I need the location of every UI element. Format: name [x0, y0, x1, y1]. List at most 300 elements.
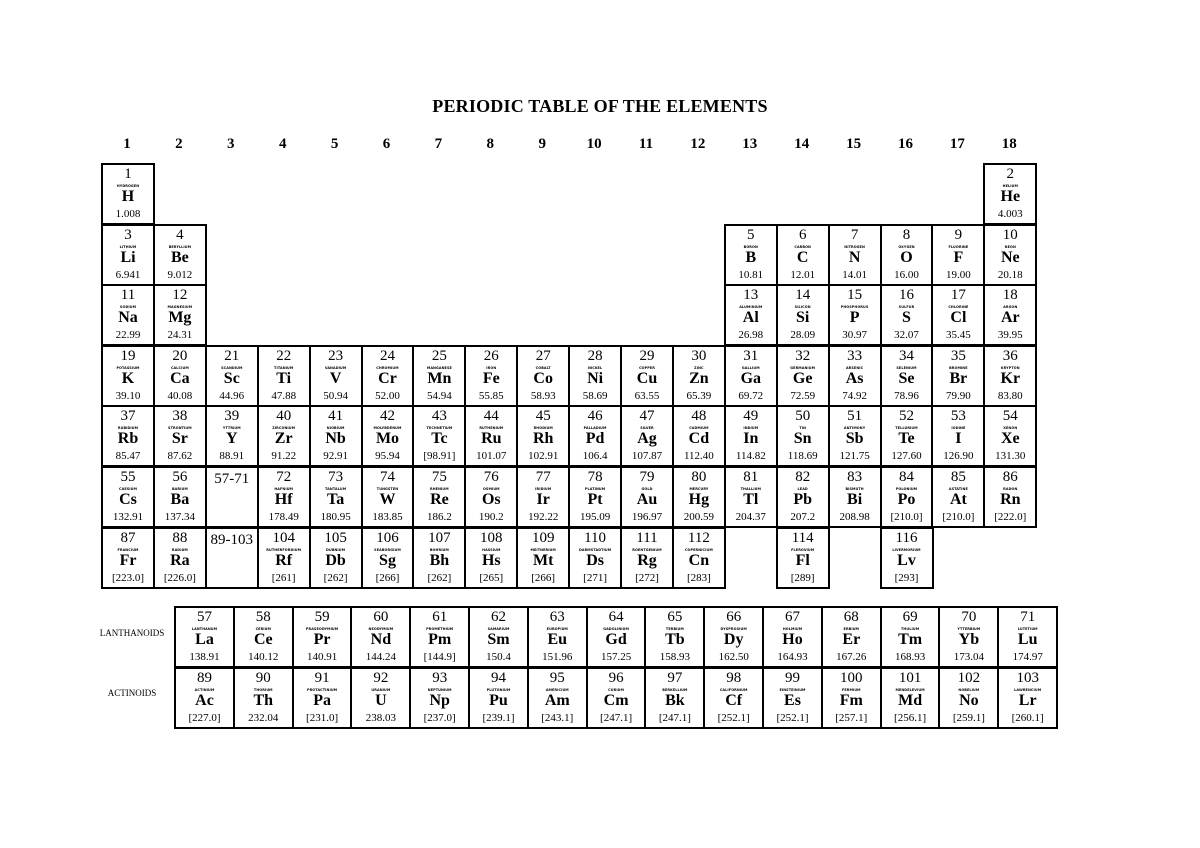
element-symbol: Hf	[274, 491, 293, 508]
element-cell	[101, 345, 155, 407]
atomic-number: 64	[608, 609, 624, 625]
element-cell	[880, 405, 934, 467]
element-cell	[931, 284, 985, 346]
element-symbol: Ni	[587, 369, 604, 387]
element-symbol: S	[902, 309, 911, 327]
atomic-number: 73	[328, 469, 344, 485]
group-number: 6	[382, 136, 391, 152]
element-name: EINSTEINIUM	[779, 687, 806, 692]
element-symbol: Lu	[1017, 631, 1038, 648]
element-cell	[292, 606, 353, 668]
atomic-mass: [247.1]	[658, 711, 691, 724]
group-number: 10	[586, 136, 602, 152]
atomic-number: 55	[120, 469, 136, 485]
element-cell	[880, 527, 934, 589]
atomic-number: 1	[124, 166, 132, 182]
atomic-mass: [226.0]	[163, 571, 196, 584]
element-cell	[464, 405, 518, 467]
element-symbol: Sg	[379, 551, 396, 569]
element-name: SILICON	[794, 305, 811, 310]
element-symbol: U	[375, 691, 387, 709]
atomic-mass: 112.40	[683, 450, 714, 463]
element-symbol: Ag	[637, 430, 657, 448]
element-name: AMERICIUM	[545, 687, 569, 692]
element-symbol: Au	[636, 491, 658, 508]
atomic-number: 39	[224, 408, 240, 425]
element-symbol: Ge	[792, 369, 813, 387]
element-symbol: Fe	[482, 369, 500, 387]
element-name: HASSIUM	[482, 547, 501, 552]
atomic-mass: [259.1]	[952, 711, 985, 724]
atomic-mass: [261]	[271, 571, 296, 584]
element-name: MANGANESE	[426, 365, 452, 370]
element-name: NEODYMIUM	[368, 627, 394, 631]
element-symbol: As	[845, 369, 864, 387]
element-cell	[776, 527, 830, 589]
atomic-number: 111	[636, 529, 658, 546]
element-name: MENDELEVIUM	[895, 687, 925, 692]
atomic-number: 11	[120, 287, 136, 304]
atomic-number: 19	[120, 347, 136, 364]
element-symbol: Mg	[168, 309, 192, 327]
atomic-number: 81	[743, 469, 759, 485]
element-symbol: Hg	[688, 491, 710, 508]
element-cell	[724, 224, 778, 286]
element-name: HOLMIUM	[782, 627, 803, 631]
element-symbol: Fm	[839, 691, 863, 709]
atomic-number: 63	[549, 609, 565, 625]
element-name: COPPER	[639, 365, 655, 370]
element-name: LAWRENCIUM	[1014, 687, 1042, 692]
element-cell	[880, 345, 934, 407]
atomic-mass: [283]	[686, 571, 711, 584]
element-symbol: Be	[171, 248, 189, 266]
atomic-mass: 44.96	[219, 389, 245, 402]
element-symbol: Db	[325, 551, 346, 569]
element-name: DYSPROSIUM	[720, 627, 747, 631]
group-number: 7	[434, 136, 443, 152]
element-cell	[620, 527, 674, 589]
element-cell	[776, 345, 830, 407]
element-name: RADON	[1003, 487, 1018, 491]
atomic-number: 79	[639, 469, 655, 485]
atomic-mass: 87.62	[167, 450, 193, 463]
element-symbol: Ds	[586, 551, 604, 569]
atomic-mass: [239.1]	[482, 711, 515, 724]
element-symbol: Lr	[1018, 691, 1037, 709]
element-name: SULFUR	[898, 305, 915, 310]
element-cell	[983, 345, 1037, 407]
element-name: CAESIUM	[119, 487, 137, 491]
element-cell	[361, 405, 415, 467]
element-cell	[516, 405, 570, 467]
atomic-mass: 126.90	[943, 450, 974, 463]
element-name: HELIUM	[1002, 184, 1018, 188]
element-symbol: Ti	[276, 369, 292, 387]
group-number: 1	[123, 136, 131, 152]
element-cell	[880, 224, 934, 286]
element-name: PALLADIUM	[583, 426, 607, 431]
atomic-number: 71	[1020, 609, 1036, 625]
element-name: HYDROGEN	[116, 184, 140, 188]
element-symbol: V	[329, 369, 342, 387]
element-cell	[931, 466, 985, 528]
element-name: PRASEODYMIUM	[305, 627, 339, 631]
element-name: YTTRIUM	[222, 426, 241, 431]
atomic-mass: 58.93	[530, 389, 556, 402]
element-name: NEPTUNIUM	[427, 687, 452, 692]
atomic-number: 101	[898, 669, 922, 686]
element-symbol: Tc	[431, 430, 448, 448]
atomic-mass: 151.96	[542, 651, 573, 663]
element-symbol: Ne	[1000, 248, 1020, 266]
element-name: BISMUTH	[845, 487, 864, 491]
atomic-number: 102	[957, 669, 981, 686]
atomic-mass: 9.012	[167, 268, 193, 281]
element-name: ROENTGENIUM	[632, 547, 662, 552]
atomic-mass: 238.03	[365, 711, 397, 724]
atomic-number: 107	[428, 529, 451, 546]
element-cell	[153, 224, 207, 286]
element-cell	[527, 606, 588, 668]
atomic-mass: 39.95	[997, 329, 1023, 342]
atomic-number: 45	[535, 408, 551, 425]
atomic-mass: 65.39	[686, 389, 712, 402]
group-number: 15	[846, 136, 862, 152]
atomic-mass: 157.25	[600, 651, 632, 663]
atomic-number: 82	[795, 469, 811, 485]
element-symbol: Bh	[429, 551, 450, 569]
atomic-number: 43	[431, 408, 447, 425]
element-symbol: Fl	[795, 551, 810, 569]
element-name: RUBIDIUM	[117, 426, 139, 431]
element-name: LUTETIUM	[1017, 627, 1038, 631]
element-cell	[724, 345, 778, 407]
element-cell	[101, 224, 155, 286]
element-cell	[464, 466, 518, 528]
element-name: PROTACTINIUM	[307, 687, 338, 692]
atomic-mass: 55.85	[478, 389, 504, 402]
element-name: MEITNERIUM	[530, 547, 556, 552]
atomic-mass: 168.93	[894, 651, 926, 663]
element-cell	[516, 466, 570, 528]
element-cell	[776, 284, 830, 346]
element-name: SAMARIUM	[487, 627, 510, 631]
atomic-number: 36	[1002, 347, 1018, 364]
element-cell	[821, 667, 882, 729]
atomic-number: 49	[743, 408, 759, 425]
element-name: SILVER	[640, 426, 654, 431]
atomic-mass: 39.10	[115, 389, 141, 402]
atomic-number: 37	[120, 408, 136, 425]
element-cell	[776, 405, 830, 467]
element-name: ZINC	[694, 365, 704, 370]
element-cell	[101, 466, 155, 528]
atomic-number: 10	[1002, 226, 1018, 243]
atomic-mass: [252.1]	[717, 711, 750, 724]
element-name: ASTATINE	[948, 487, 968, 491]
element-symbol: H	[121, 188, 135, 205]
atomic-number: 58	[255, 609, 271, 625]
element-symbol: Cs	[119, 491, 137, 508]
atomic-mass: 30.97	[842, 329, 867, 342]
element-cell	[309, 466, 363, 528]
element-cell	[516, 527, 570, 589]
element-cell	[527, 667, 588, 729]
element-cell	[828, 284, 882, 346]
element-cell	[292, 667, 353, 729]
element-name: DUBNIUM	[326, 547, 346, 552]
element-name: LANTHANUM	[191, 627, 218, 631]
element-name: XENON	[1003, 426, 1018, 431]
atomic-mass: 54.94	[427, 389, 452, 402]
atomic-mass: 121.75	[839, 450, 870, 463]
atomic-mass: 150.4	[486, 651, 511, 663]
element-symbol: F	[953, 248, 964, 266]
element-symbol: Pm	[428, 631, 452, 648]
element-cell	[350, 667, 411, 729]
atomic-number: 12	[172, 287, 188, 304]
element-cell	[464, 527, 518, 589]
element-cell	[644, 667, 705, 729]
atomic-mass: 178.49	[268, 511, 299, 523]
element-symbol: Zn	[689, 369, 709, 387]
atomic-number: 83	[847, 469, 863, 485]
element-name: KRYPTON	[1000, 365, 1020, 370]
element-cell	[568, 466, 622, 528]
atomic-mass: [231.0]	[306, 711, 339, 724]
element-symbol: Lv	[897, 551, 916, 569]
atomic-number: 68	[843, 609, 859, 625]
element-cell	[672, 466, 726, 528]
atomic-mass: 164.93	[777, 651, 808, 663]
element-name: SEABORGIUM	[374, 547, 401, 552]
atomic-mass: 107.87	[631, 450, 663, 463]
element-cell	[983, 224, 1037, 286]
element-symbol: Mn	[427, 369, 452, 387]
atomic-mass: 52.00	[375, 389, 400, 402]
element-symbol: Yb	[958, 631, 980, 648]
element-name: THULIUM	[901, 627, 920, 631]
element-cell	[724, 405, 778, 467]
element-name: YTTERBIUM	[957, 627, 981, 631]
element-cell	[412, 527, 466, 589]
element-symbol: Cf	[725, 691, 743, 709]
element-symbol: Ba	[170, 491, 190, 508]
element-symbol: Li	[120, 248, 136, 266]
atomic-number: 69	[902, 609, 918, 625]
element-symbol: Md	[898, 691, 923, 709]
element-cell	[257, 466, 311, 528]
atomic-number: 9	[954, 226, 963, 243]
atomic-number: 3	[124, 226, 132, 243]
atomic-mass: 118.69	[787, 450, 818, 463]
atomic-mass: 167.26	[836, 651, 867, 663]
atomic-number: 89	[197, 669, 212, 686]
element-name: ANTIMONY	[843, 426, 866, 431]
element-cell	[880, 606, 941, 668]
element-symbol: Rg	[637, 551, 657, 569]
atomic-mass: 140.91	[306, 651, 338, 663]
element-symbol: Cu	[636, 369, 658, 387]
atomic-number: 13	[743, 287, 759, 304]
element-name: GERMANIUM	[790, 365, 816, 370]
element-symbol: Dy	[723, 631, 744, 648]
group-number: 4	[278, 136, 287, 152]
element-cell	[361, 345, 415, 407]
element-name: PHOSPHORUS	[840, 305, 869, 310]
element-cell	[350, 606, 411, 668]
element-cell	[101, 405, 155, 467]
element-name: SELENIUM	[896, 365, 917, 370]
atomic-number: 41	[328, 408, 344, 425]
atomic-mass: 190.2	[478, 511, 504, 523]
atomic-mass: [247.1]	[600, 711, 633, 724]
atomic-number: 4	[176, 226, 184, 243]
element-symbol: Te	[898, 430, 915, 448]
atomic-mass: 140.12	[248, 651, 279, 663]
element-name: ACTINIUM	[194, 687, 215, 692]
element-symbol: N	[848, 248, 861, 266]
element-symbol: Tm	[898, 631, 923, 648]
atomic-number: 95	[549, 669, 565, 686]
element-symbol: No	[959, 691, 979, 709]
atomic-mass: [222.0]	[994, 511, 1027, 523]
atomic-number: 76	[483, 469, 499, 485]
atomic-number: 14	[795, 287, 811, 304]
atomic-number: 29	[639, 347, 655, 364]
atomic-number: 116	[895, 529, 918, 546]
group-number: 16	[898, 136, 913, 152]
element-symbol: K	[121, 369, 135, 387]
atomic-mass: [98.91]	[423, 450, 456, 463]
element-symbol: I	[955, 430, 962, 448]
element-symbol: Sc	[223, 369, 240, 387]
element-name: URANIUM	[371, 687, 391, 692]
atomic-mass: 92.91	[323, 450, 348, 463]
atomic-mass: [252.1]	[776, 711, 809, 724]
element-name: IODINE	[951, 426, 966, 431]
element-name: VANADIUM	[324, 365, 347, 370]
element-name: BERKELLIUM	[662, 687, 688, 692]
atomic-mass: 132.91	[112, 511, 144, 523]
atomic-number: 114	[791, 529, 814, 546]
atomic-mass: [256.1]	[894, 711, 927, 724]
element-cell	[983, 466, 1037, 528]
element-name: SCANDIUM	[221, 365, 243, 370]
element-symbol: W	[379, 491, 396, 508]
atomic-mass: 74.92	[842, 389, 867, 402]
lanthanoids-label: LANTHANOIDS	[99, 628, 165, 638]
element-cell	[205, 345, 259, 407]
element-cell	[983, 284, 1037, 346]
element-symbol: Ca	[170, 369, 190, 387]
element-name: EUROPIUM	[546, 627, 568, 631]
atomic-number: 2	[1006, 166, 1015, 182]
atomic-number: 34	[899, 347, 914, 364]
atomic-mass: 192.22	[528, 511, 559, 523]
element-symbol: B	[745, 248, 757, 266]
atomic-number: 18	[1002, 287, 1018, 304]
element-name: ERBIUM	[843, 627, 860, 631]
element-symbol: Fr	[119, 551, 137, 569]
atomic-number: 23	[328, 347, 344, 364]
element-cell	[361, 527, 415, 589]
atomic-number: 89-103	[210, 531, 254, 548]
element-name: RHODIUM	[533, 426, 553, 431]
element-cell	[361, 466, 415, 528]
element-name: TECHNETIUM	[426, 426, 453, 431]
element-name: CARBON	[794, 244, 811, 249]
element-cell	[101, 527, 155, 589]
element-symbol: Ra	[170, 551, 190, 569]
atomic-number: 77	[535, 469, 551, 485]
element-cell	[880, 667, 941, 729]
atomic-number: 84	[899, 469, 914, 485]
atomic-number: 108	[480, 529, 503, 546]
element-symbol: Nb	[325, 430, 346, 448]
element-symbol: Am	[544, 691, 570, 709]
atomic-number: 61	[432, 609, 448, 625]
element-name: COBALT	[535, 365, 551, 370]
element-name: COPERNICIUM	[684, 547, 713, 552]
atomic-mass: 127.60	[891, 450, 922, 463]
element-name: RADIUM	[171, 547, 188, 552]
element-cell	[762, 667, 823, 729]
atomic-number: 88	[172, 529, 188, 546]
atomic-mass: 6.941	[115, 268, 141, 281]
element-cell	[412, 405, 466, 467]
element-cell	[257, 405, 311, 467]
element-name: CERIUM	[255, 627, 271, 631]
element-cell	[153, 345, 207, 407]
element-cell	[724, 284, 778, 346]
atomic-mass: 58.69	[582, 389, 608, 402]
element-cell	[174, 606, 235, 668]
atomic-mass: [210.0]	[942, 511, 975, 523]
atomic-mass: 22.99	[115, 329, 141, 342]
atomic-number: 104	[272, 529, 295, 546]
element-cell	[997, 606, 1058, 668]
element-cell	[409, 606, 470, 668]
element-name: TERBIUM	[665, 627, 684, 631]
element-name: MAGNESIUM	[167, 305, 193, 310]
atomic-mass: [227.0]	[188, 711, 221, 724]
element-symbol: Np	[429, 691, 450, 709]
atomic-mass: [262]	[427, 571, 452, 584]
atomic-mass: [271]	[583, 571, 607, 584]
atomic-mass: 32.07	[894, 329, 919, 342]
element-cell	[703, 667, 764, 729]
atomic-mass: 102.91	[528, 450, 559, 463]
element-symbol: Re	[430, 491, 449, 508]
element-symbol: Rf	[275, 551, 293, 569]
element-cell	[568, 527, 622, 589]
atomic-number: 44	[483, 408, 499, 425]
element-cell	[703, 606, 764, 668]
atomic-number: 94	[491, 669, 506, 686]
atomic-number: 59	[314, 609, 330, 625]
element-name: ZIRCONIUM	[272, 426, 296, 431]
element-cell	[997, 667, 1058, 729]
atomic-number: 85	[950, 469, 966, 485]
atomic-mass: 20.18	[997, 268, 1023, 281]
element-symbol: Nd	[370, 631, 392, 648]
element-name: PLUTONIUM	[486, 687, 511, 692]
atomic-mass: 174.97	[1012, 651, 1043, 663]
element-cell	[931, 405, 985, 467]
atomic-mass: 144.24	[365, 651, 397, 663]
